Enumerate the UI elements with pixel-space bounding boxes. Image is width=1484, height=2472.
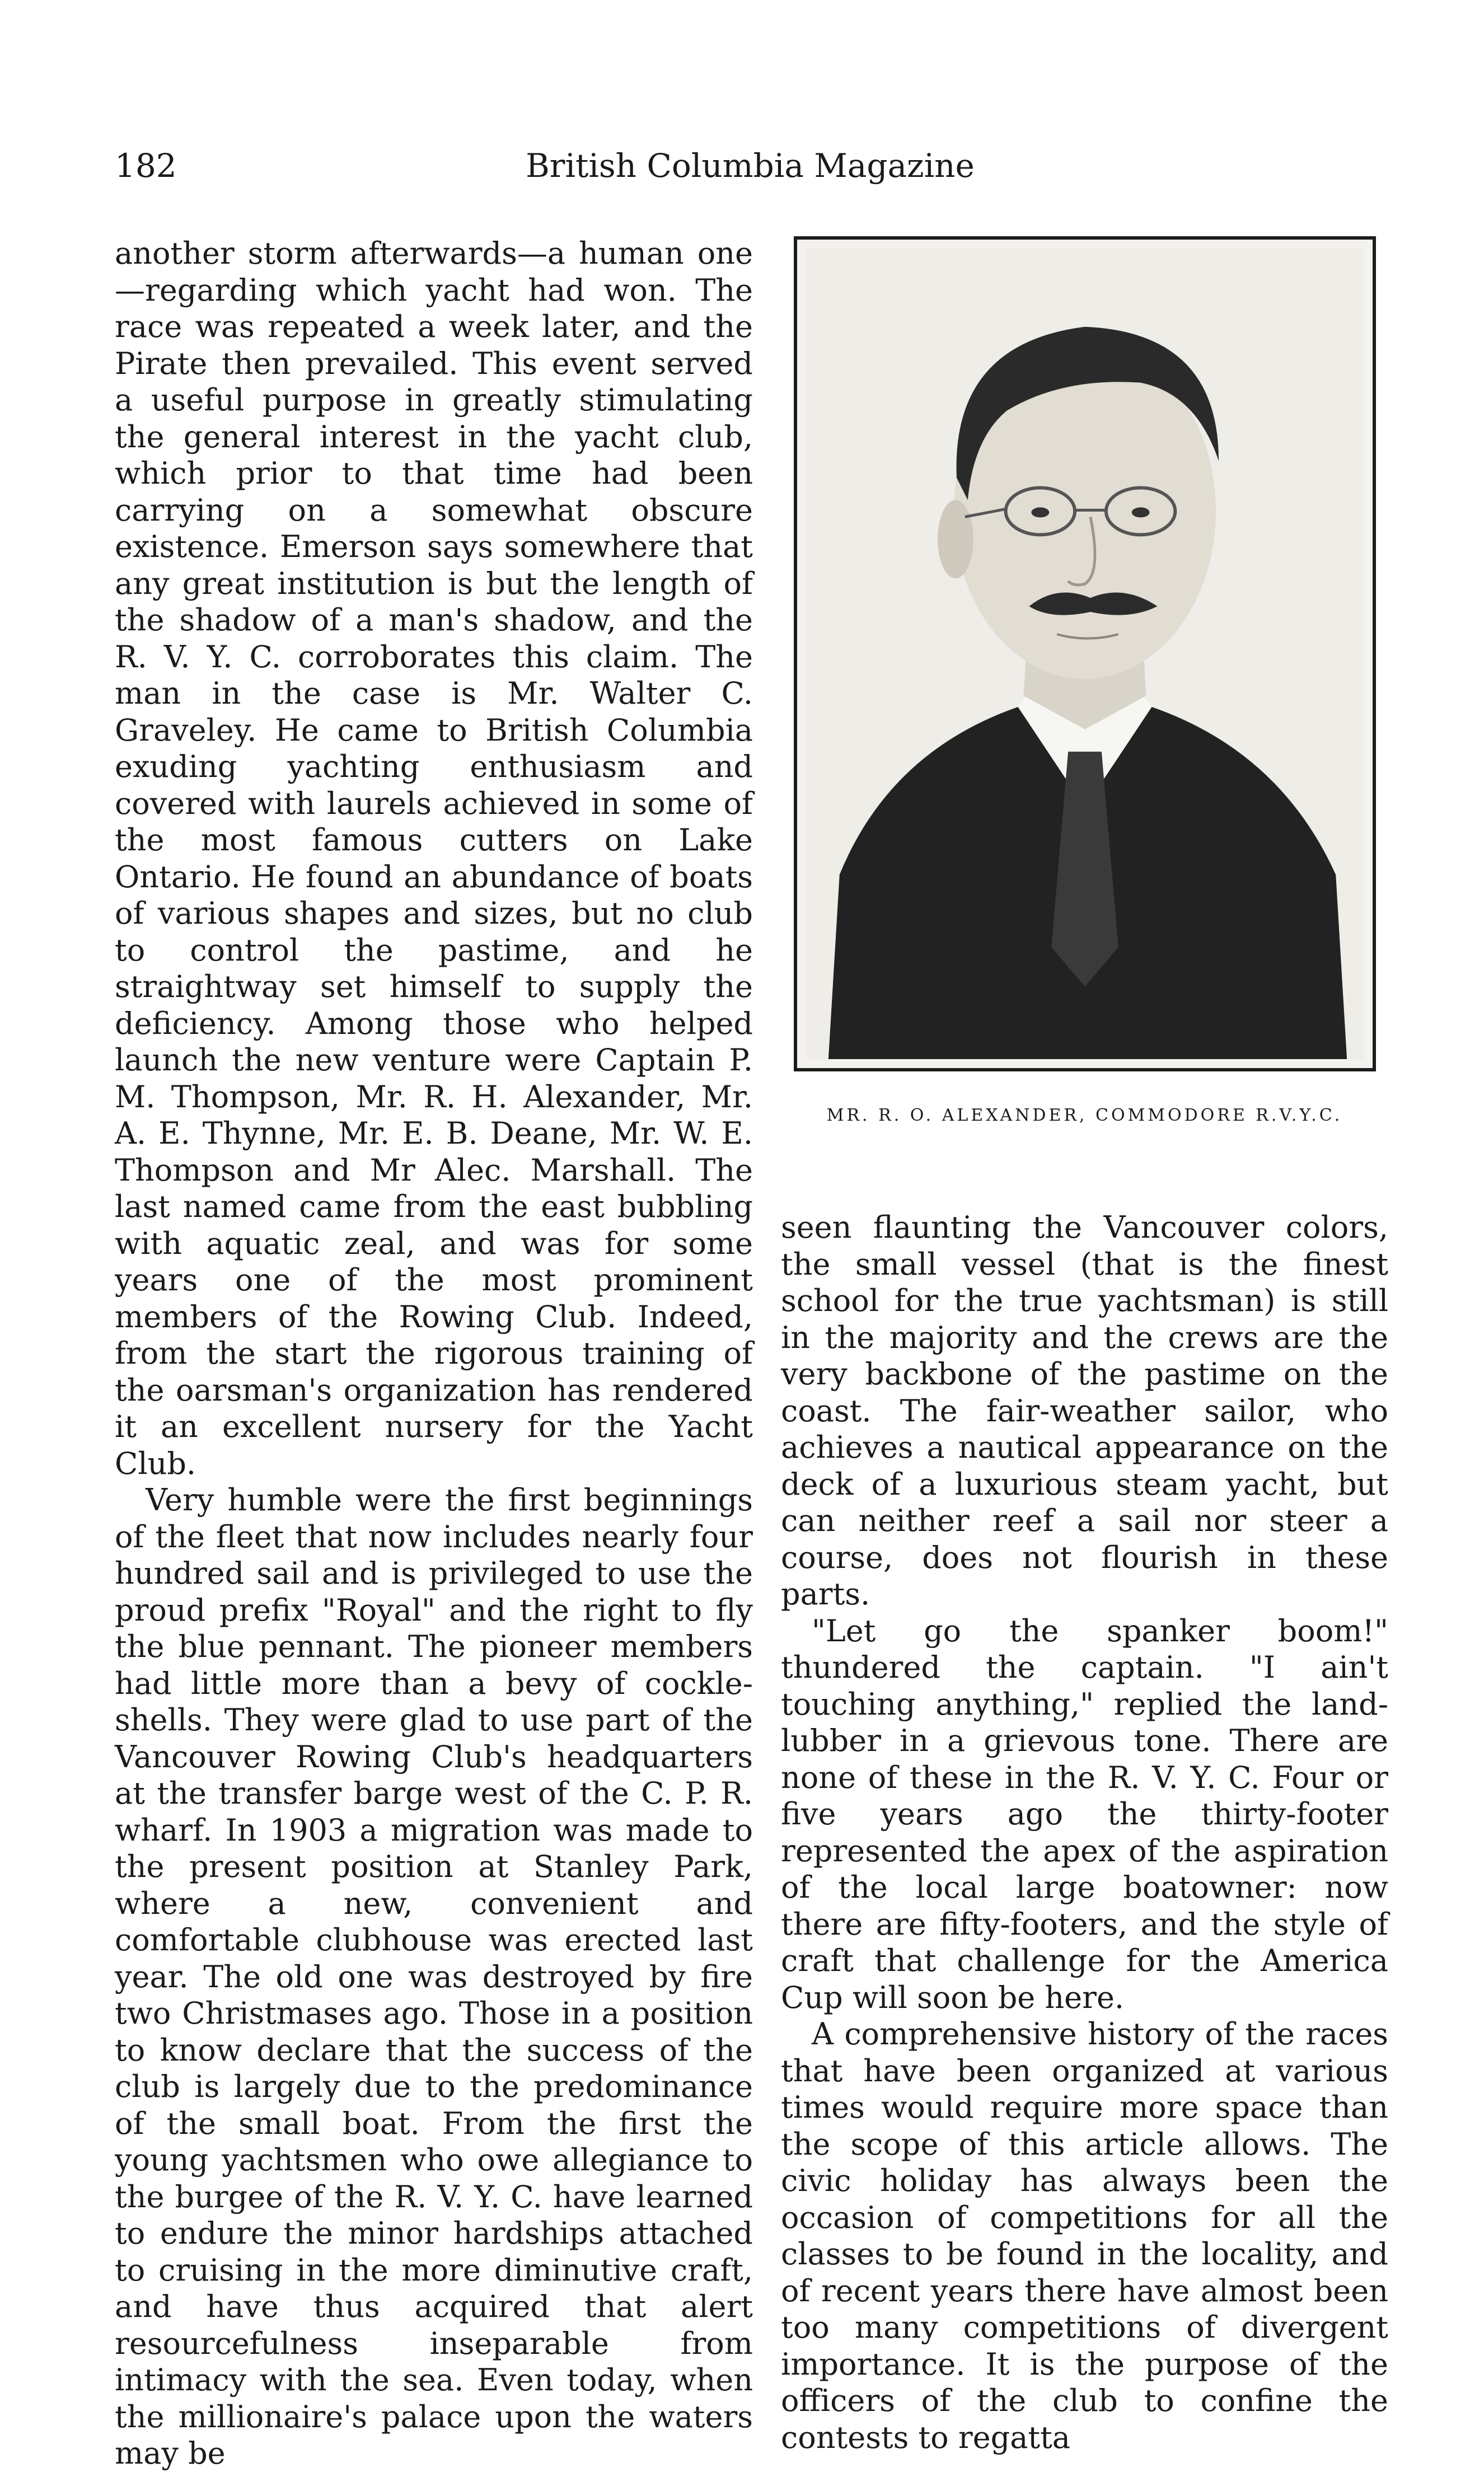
left-column xyxy=(115,235,753,2472)
body-paragraph: "Let go the spanker boom!" thundered the captain. "I ain't touching anything," replied the land-lubber in a grievous tone. There are none of these in the R. V. Y. C. Four or five years ago the thirty-footer represented the apex of the aspiration of the local large boatowner: now there are fifty-footers, and the style of craft that challenge for the America Cup will soon be here. xyxy=(781,1613,1388,2015)
body-paragraph: another storm afterwards—a human one—regarding which yacht had won. The race was repeated a week later, and the Pirate then prevailed. This event served a useful purpose in greatly stimulating the general interest in the yacht club, which prior to that time had been carrying on a somewhat obscure existence. Emerson says somewhere that any great institution is but the length of the shadow of a man's shadow, and the R. V. Y. C. corroborates this claim. The man in the case is Mr. Walter C. Graveley. He came to British Columbia exuding yachting enthusiasm and covered with laurels achieved in some of the most famous cutters on Lake Ontario. He found an abundance of boats of various shapes and sizes, but no club to control the pastime, and he straightway set himself to supply the deficiency. Among those who helped launch the new venture were Captain P. M. Thompson, Mr. R. H. Alexander, Mr. A. E. Thynne, Mr. E. B. Deane, Mr. W. E. Thompson and Mr Alec. Marshall. The last named came from the east bubbling with aquatic zeal, and was for some years one of the most prominent members of the Rowing Club. Indeed, from the start the rigorous training of the oarsman's organization has rendered it an excellent nursery for the Yacht Club. xyxy=(115,236,753,1481)
photo-caption: MR. R. O. ALEXANDER, COMMODORE R.V.Y.C. xyxy=(826,1106,1343,1125)
right-column xyxy=(781,1209,1388,2456)
body-paragraph: Very humble were the first beginnings of the fleet that now includes nearly four hundred sail and is privileged to use the proud prefix "Royal" and the right to fly the blue pennant. The pioneer members had little more than a bevy of cockle-shells. They were glad to use part of the Vancouver Rowing Club's headquarters at the transfer barge west of the C. P. R. wharf. In 1903 a migration was made to the present position at Stanley Park, where a new, convenient and comfortable clubhouse was erected last year. The old one was destroyed by fire two Christmases ago. Those in a position to know declare that the success of the club is largely due to the predominance of the small boat. From the first the young yachtsmen who owe allegiance to the burgee of the R. V. Y. C. have learned to endure the minor hardships attached to cruising in the more diminutive craft, and have thus acquired that alert resourcefulness inseparable from intimacy with the sea. Even today, when the millionaire's palace upon the waters may be xyxy=(115,1482,753,2471)
body-paragraph: A comprehensive history of the races that have been organized at various times would require more space than the scope of this article allows. The civic holiday has always been the occasion of competitions for all the classes to be found in the locality, and of recent years there have almost been too many competitions of divergent importance. It is the purpose of the officers of the club to confine the contests to regatta xyxy=(781,2016,1388,2455)
page-number: 182 xyxy=(115,147,177,185)
page-header xyxy=(115,147,1385,197)
portrait-photo xyxy=(794,236,1376,1071)
portrait-illustration xyxy=(806,249,1364,1059)
running-title: British Columbia Magazine xyxy=(526,147,975,185)
body-paragraph: seen flaunting the Vancouver colors, the small vessel (that is the finest school for the true yachtsman) is still in the majority and the crews are the very backbone of the pastime on the coast. The fair-weather sailor, who achieves a nautical appearance on the deck of a luxurious steam yacht, but can neither reef a sail nor steer a course, does not flourish in these parts. xyxy=(781,1210,1388,1612)
